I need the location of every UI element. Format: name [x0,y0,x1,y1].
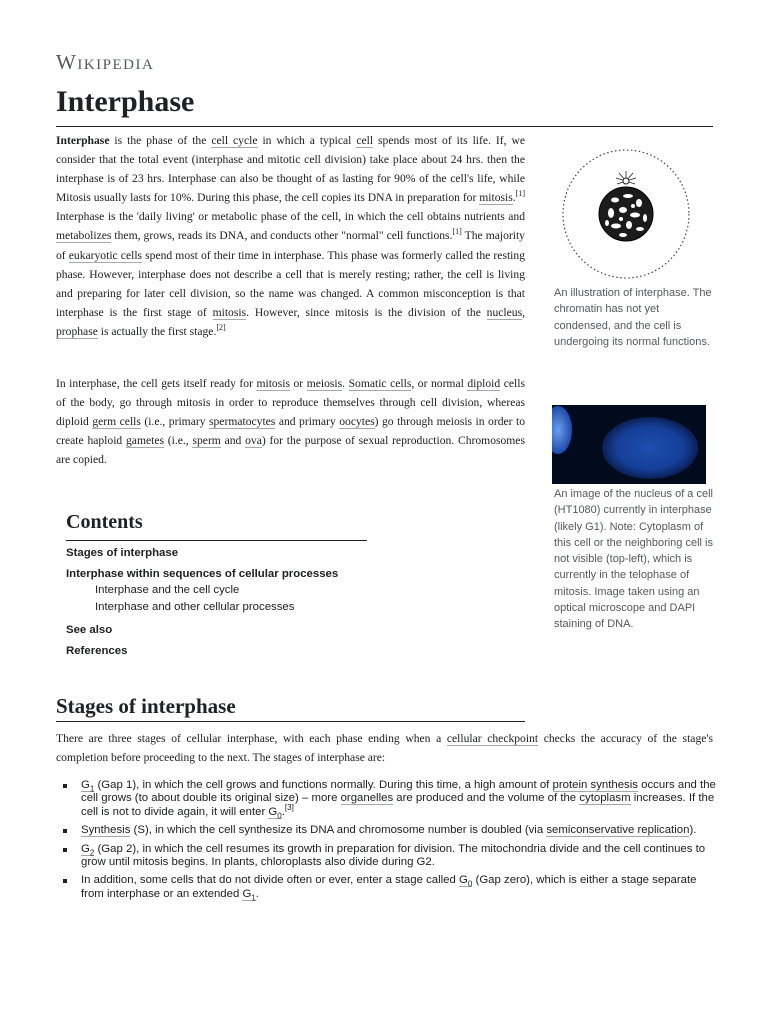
toc-item-sequences[interactable]: Interphase within sequences of cellular processes [66,568,339,580]
text: . [281,805,285,818]
text: In addition, some cells that do not divide often or ever, enter a stage called [81,874,460,887]
citation-1b[interactable]: [1] [452,227,462,237]
link-metabolizes[interactable]: metabolizes [56,229,112,243]
citation-2[interactable]: [2] [216,323,226,333]
text: them, grows, reads its DNA, and conducts other "normal" cell functions. [111,229,453,243]
citation-3[interactable]: [3] [284,803,294,813]
text: ). [689,824,697,837]
text: and primary [275,415,340,429]
text: (i.e., [164,434,193,448]
list-item-g0 [56,874,716,901]
stages-list [56,779,716,906]
g-subscript: 0 [467,879,473,889]
toc-item-stages[interactable]: Stages of interphase [66,547,179,559]
text: spend most of their time in interphase. This phase was formerly called the resting phase. However, interphase does not describe a cell that is merely resting; rather, the cell is living and preparing for later cell division, so the name was changed. A common misconception is that interphase is the first stage of [56,248,525,319]
g-letter: G [459,874,468,887]
link-diploid[interactable]: diploid [467,377,501,390]
text: In interphase, the cell gets itself ready for [56,377,257,390]
link-prophase[interactable]: prophase [56,324,98,338]
text: The majority of [56,229,525,262]
text: in which a typical [257,134,357,147]
toc-item-references[interactable]: References [66,645,128,657]
section-divider [56,721,525,722]
link-meiosis[interactable]: meiosis [306,377,343,390]
toc-item-see-also[interactable]: See also [66,624,113,636]
list-item-g1 [56,779,716,819]
list-item-synthesis [56,824,716,837]
text: (Gap zero), which is either a stage separate from interphase or an extended [81,874,697,900]
link-g1[interactable] [81,779,94,792]
text: checks the accuracy of the stage's completion before proceeding to the next. The stages of interphase are: [56,732,713,765]
text: increases. If the cell is not to divide again, it will enter [81,792,715,818]
section-intro [56,729,713,767]
list-item-g2 [56,843,716,870]
micrograph-image [552,405,706,484]
text: . [512,191,516,205]
text: are produced and the volume of the [393,792,580,805]
title-divider [56,126,713,127]
link-mitosis-2[interactable]: mitosis [212,305,247,319]
text: There are three stages of cellular interphase, with each phase ending when a [56,732,447,745]
toc-title: Contents [66,511,143,533]
link-g0[interactable] [268,806,281,819]
link-gametes[interactable]: gametes [126,434,164,448]
wordmark-text: Wikipedia [56,50,155,74]
link-g0-stage[interactable] [459,874,472,887]
page-title: Interphase [56,85,195,118]
link-g2[interactable] [81,843,94,856]
g-subscript: 1 [251,893,256,903]
text: , [522,305,525,319]
wikipedia-wordmark[interactable] [56,50,154,75]
g-letter: G [81,779,90,791]
figure-caption-micrograph: An image of the nucleus of a cell (HT1080) currently in interphase (likely G1). Note: Cytoplasm of this cell or the neighboring cell is not visible (top-left), which is currently in the telophase of mitosis. Image taken using an optical microscope and DAPI staining of DNA. [554,488,713,631]
second-paragraph [56,374,525,469]
toc-divider [66,540,367,541]
text: , or normal [411,377,468,390]
link-organelles[interactable]: organelles [340,792,394,805]
text: (S), in which the cell synthesize its DNA and chromosome number is doubled (via [130,824,547,837]
text: . However, since mitosis is the division of the [246,305,487,319]
g-letter: G [81,842,90,855]
link-nucleus[interactable]: nucleus [486,305,523,319]
text: . [342,377,349,390]
text: ) for the purpose of sexual reproduction. Chromosomes are copied. [56,434,525,467]
text: spends most of its life. If, we consider that the total event (interphase and mitotic cell division) take place about 24 hrs. then the interphase is of 23 hrs. Interphase can also be thought of as lasting for 90% of the cell's life, while Mitosis usually lasts for 10%. During this phase, the cell copies its DNA in preparation for [56,134,525,205]
text: Interphase is the 'daily living' or metabolic phase of the cell, in which the cell obtains nutrients and [56,210,525,224]
link-spermatocytes[interactable]: spermatocytes [209,415,276,429]
term-bold: Interphase [56,134,110,147]
g-letter: G [268,805,278,818]
link-cytoplasm[interactable]: cytoplasm [579,792,631,805]
text: (i.e., primary [140,415,209,429]
nucleus-micrograph[interactable] [552,405,706,484]
text: is actually the first stage. [97,324,217,338]
g-subscript: 0 [277,811,282,821]
toc-item-other-processes[interactable]: Interphase and other cellular processes [95,601,295,613]
text: ) go through meiosis in order to create haploid [56,415,526,448]
text: and [220,434,246,448]
text: (Gap 2), in which the cell resumes its growth in preparation for division. The mitochondria divide and the cell continues to grow until mitosis begins. In plants, chloroplasts also divide during G2. [81,842,706,869]
link-mitosis-3[interactable]: mitosis [256,377,290,390]
intro-paragraph [56,131,525,341]
g-subscript: 1 [89,784,95,794]
link-g1-extended[interactable] [242,888,255,901]
link-ova[interactable]: ova [245,434,262,448]
text: or [289,377,307,390]
text: occurs and the cell grows (to about double its original size) – more [81,779,716,805]
link-cellular-checkpoint[interactable]: cellular checkpoint [446,732,539,745]
link-sperm[interactable]: sperm [192,434,221,448]
link-germ-cells[interactable]: germ cells [92,415,141,429]
interphase-illustration[interactable] [553,140,713,280]
link-somatic-cells[interactable]: Somatic cells [348,377,412,390]
text: . [255,887,259,900]
link-cell-cycle[interactable]: cell cycle [211,134,258,147]
link-mitosis[interactable]: mitosis [479,191,513,205]
citation-1[interactable]: [1] [515,189,525,199]
text: cells of the body, go through mitosis in order to reproduce themselves through cell division, whereas diploid [56,377,525,429]
toc-item-cell-cycle[interactable]: Interphase and the cell cycle [95,584,240,596]
link-oocytes[interactable]: oocytes [339,415,375,429]
link-synthesis[interactable]: Synthesis [81,824,131,837]
link-eukaryotic-cells[interactable]: eukaryotic cells [68,248,143,262]
figure-caption-illustration: An illustration of interphase. The chromatin has not yet condensed, and the cell is undergoing its normal functions. [554,287,712,348]
text: (Gap 1), in which the cell grows and functions normally. During this time, a high amount of [94,779,553,791]
link-cell[interactable]: cell [356,134,374,147]
section-heading: Stages of interphase [56,694,236,718]
link-semiconservative-replication[interactable]: semiconservative replication [546,824,690,837]
g-subscript: 2 [89,847,95,857]
g-letter: G [242,887,252,900]
cell-drawing [553,140,713,280]
text: is the phase of the [109,134,212,147]
link-protein-synthesis[interactable]: protein synthesis [552,779,638,791]
